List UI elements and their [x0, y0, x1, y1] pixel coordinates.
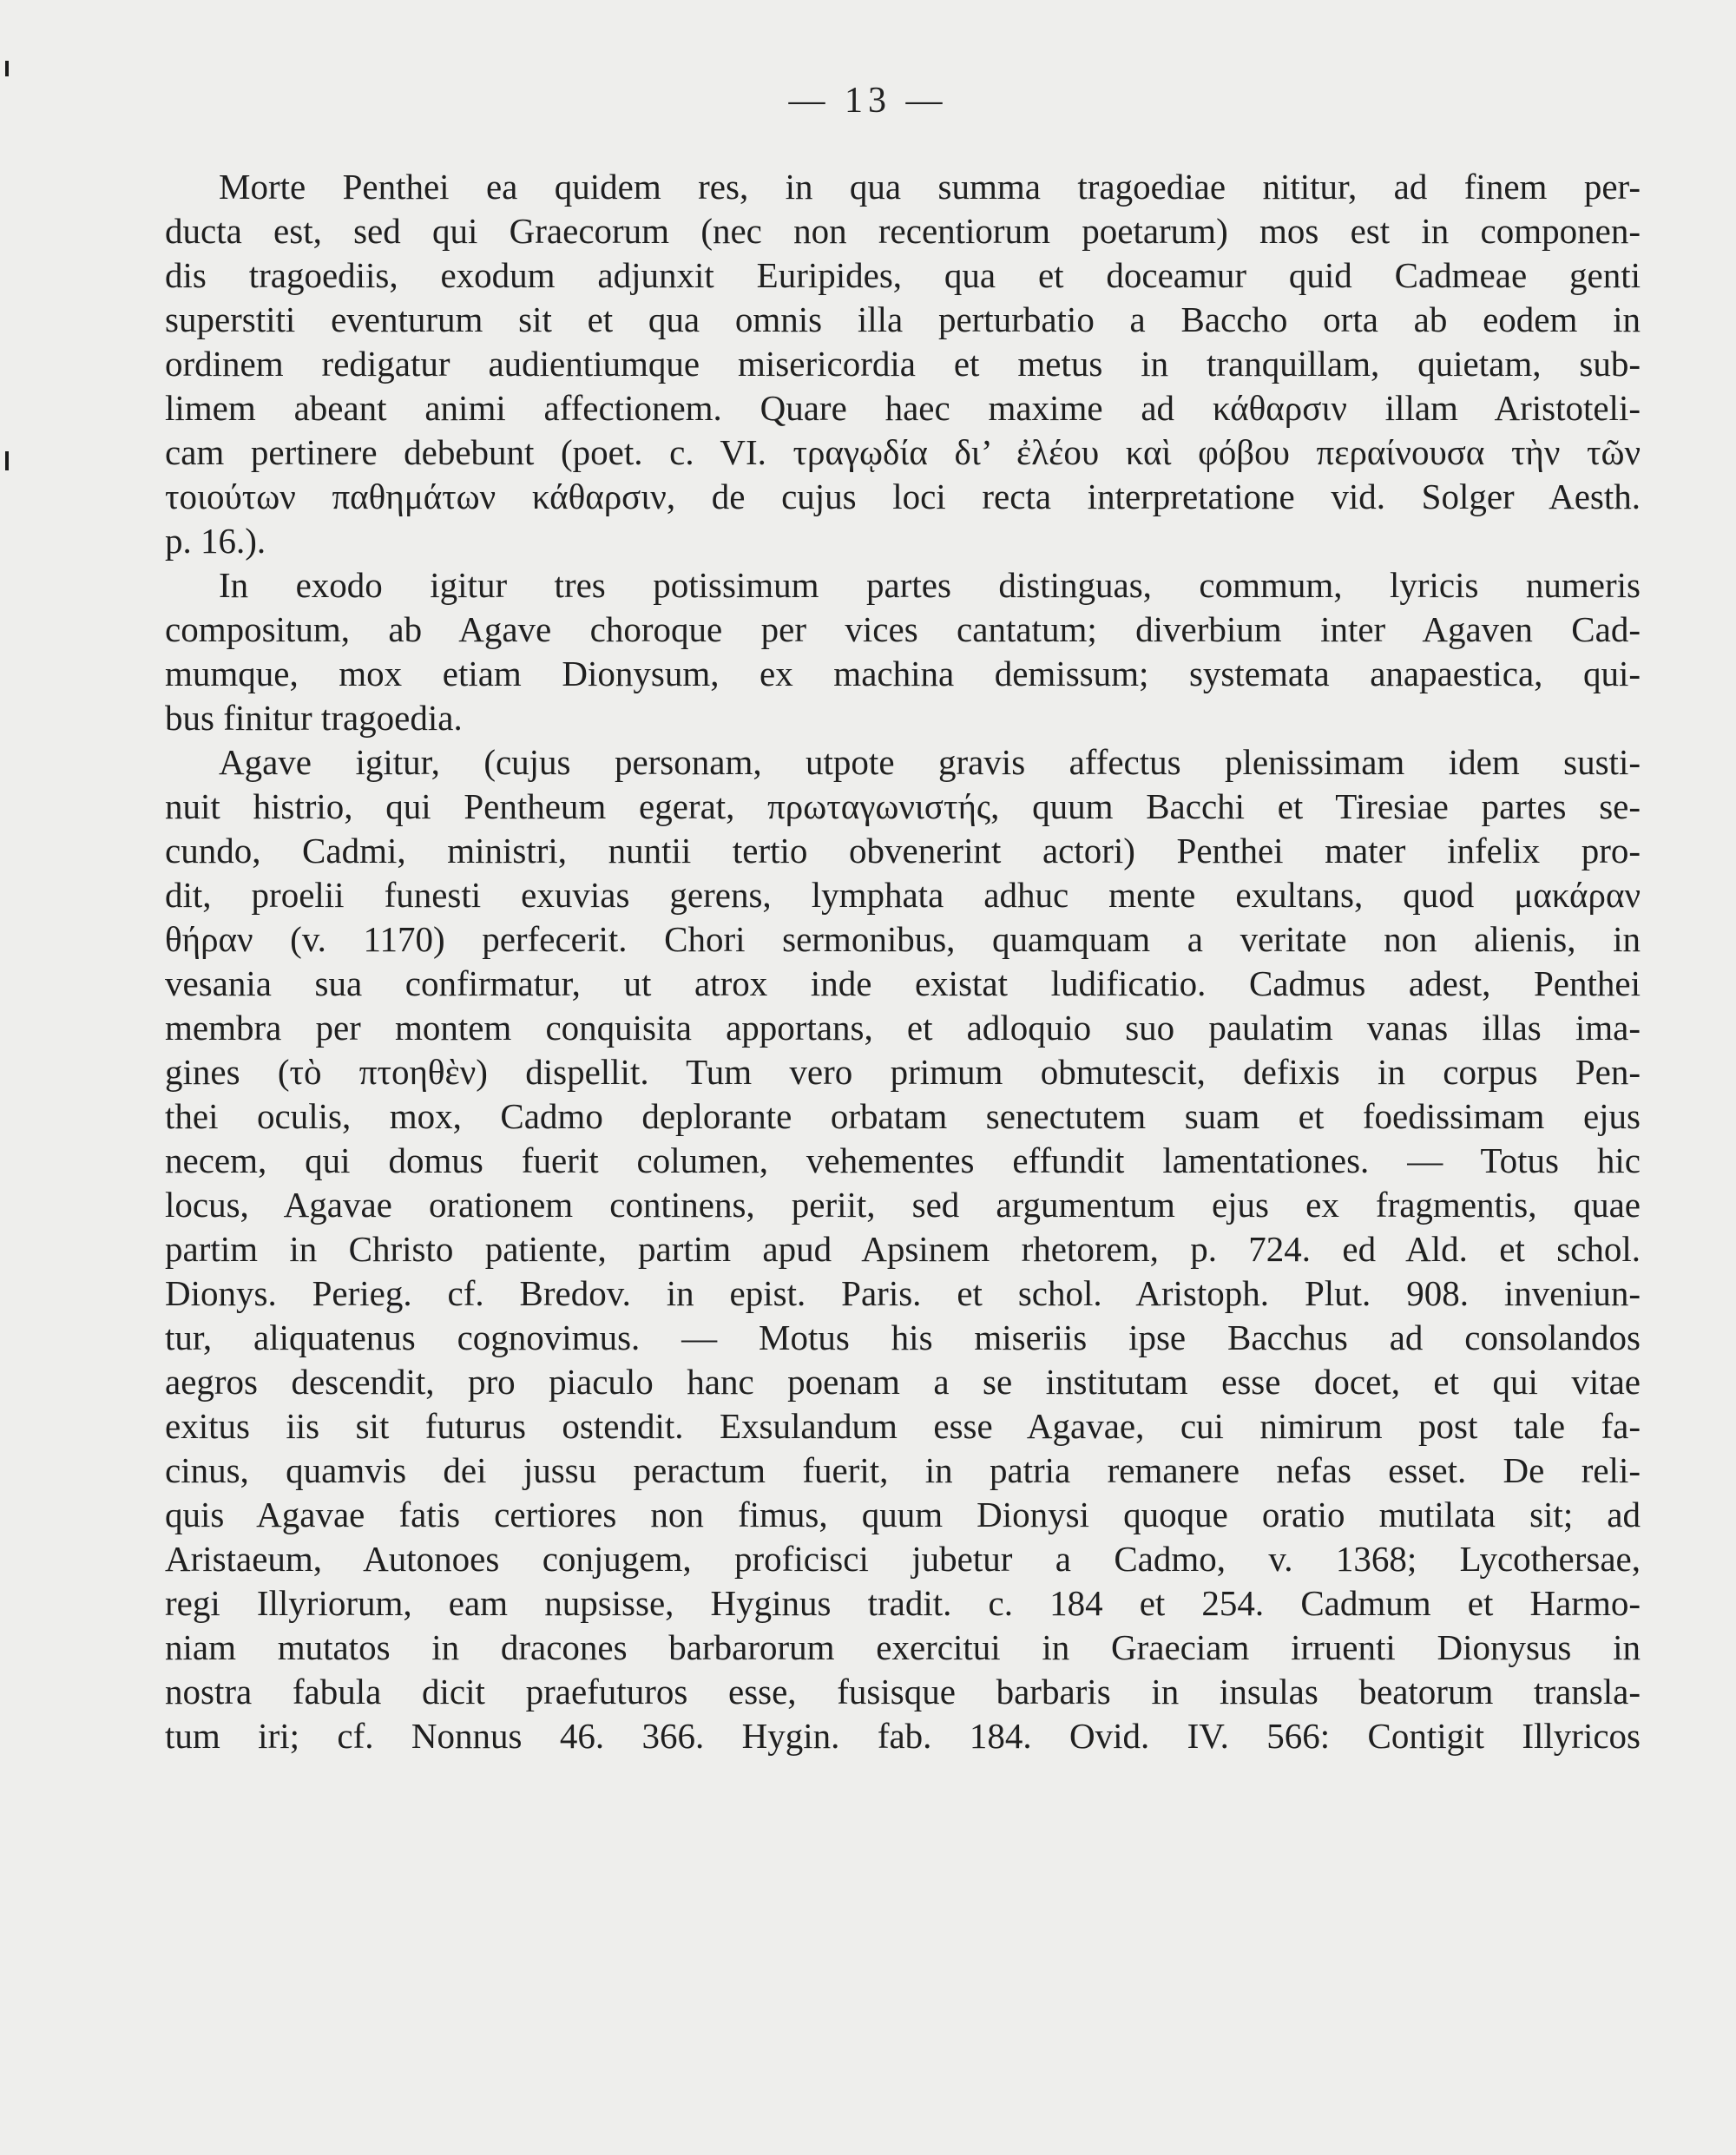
- text-line: ordinem redigatur audientiumque misericordia et metus in tranquillam, quietam, sub-: [165, 344, 1641, 384]
- text-line: θήραν (v. 1170) perfecerit. Chori sermonibus, quamquam a veritate non alienis, in: [165, 919, 1641, 959]
- text-line: Dionys. Perieg. cf. Bredov. in epist. Paris. et schol. Aristoph. Plut. 908. inveniun-: [165, 1273, 1641, 1313]
- text-line: nuit histrio, qui Pentheum egerat, πρωταγωνιστής, quum Bacchi et Tiresiae partes se-: [165, 786, 1641, 826]
- text-line: In exodo igitur tres potissimum partes distinguas, commum, lyricis numeris: [219, 565, 1641, 605]
- text-line: aegros descendit, pro piaculo hanc poenam a se institutam esse docet, et qui vitae: [165, 1362, 1641, 1402]
- page-number: — 13 —: [788, 81, 948, 121]
- text-line: locus, Agavae orationem continens, periit, sed argumentum ejus ex fragmentis, quae: [165, 1185, 1641, 1225]
- text-line: membra per montem conquisita apportans, et adloquio suo paulatim vanas illas ima-: [165, 1008, 1641, 1048]
- scan-edge-mark: [5, 61, 9, 76]
- text-line: partim in Christo patiente, partim apud Apsinem rhetorem, p. 724. ed Ald. et schol.: [165, 1229, 1641, 1269]
- text-line: bus finitur tragoedia.: [165, 698, 463, 738]
- body-text: [165, 165, 1641, 1758]
- text-line: τοιούτων παθημάτων κάθαρσιν, de cujus loci recta interpretatione vid. Solger Aesth.: [165, 476, 1641, 516]
- text-line: Aristaeum, Autonoes conjugem, proficisci jubetur a Cadmo, v. 1368; Lycothersae,: [165, 1539, 1641, 1579]
- text-line: quis Agavae fatis certiores non fimus, quum Dionysi quoque oratio mutilata sit; ad: [165, 1495, 1641, 1534]
- text-line: exitus iis sit futurus ostendit. Exsulandum esse Agavae, cui nimirum post tale fa-: [165, 1406, 1641, 1446]
- text-line: niam mutatos in dracones barbarorum exercitui in Graeciam irruenti Dionysus in: [165, 1627, 1641, 1667]
- text-line: necem, qui domus fuerit columen, vehementes effundit lamentationes. — Totus hic: [165, 1140, 1641, 1180]
- text-line: cam pertinere debebunt (poet. c. VI. τραγῳδία δι’ ἐλέου καὶ φόβου περαίνουσα τὴν τῶν: [165, 432, 1641, 472]
- text-line: cundo, Cadmi, ministri, nuntii tertio obvenerint actori) Penthei mater infelix pro-: [165, 831, 1641, 871]
- text-line: mumque, mox etiam Dionysum, ex machina demissum; systemata anapaestica, qui-: [165, 654, 1641, 693]
- text-line: compositum, ab Agave choroque per vices cantatum; diverbium inter Agaven Cad-: [165, 609, 1641, 649]
- text-line: gines (τὸ πτοηθὲν) dispellit. Tum vero primum obmutescit, defixis in corpus Pen-: [165, 1052, 1641, 1092]
- text-line: thei oculis, mox, Cadmo deplorante orbatam senectutem suam et foedissimam ejus: [165, 1096, 1641, 1136]
- text-line: cinus, quamvis dei jussu peractum fuerit, in patria remanere nefas esset. De reli-: [165, 1450, 1641, 1490]
- text-line: p. 16.).: [165, 521, 266, 561]
- scan-edge-mark: [5, 451, 9, 470]
- text-line: dis tragoediis, exodum adjunxit Euripides, qua et doceamur quid Cadmeae genti: [165, 255, 1641, 295]
- text-line: vesania sua confirmatur, ut atrox inde existat ludificatio. Cadmus adest, Penthei: [165, 963, 1641, 1003]
- text-line: superstiti eventurum sit et qua omnis illa perturbatio a Baccho orta ab eodem in: [165, 299, 1641, 339]
- text-line: regi Illyriorum, eam nupsisse, Hyginus tradit. c. 184 et 254. Cadmum et Harmo-: [165, 1583, 1641, 1623]
- text-line: nostra fabula dicit praefuturos esse, fusisque barbaris in insulas beatorum transla-: [165, 1672, 1641, 1712]
- text-line: ducta est, sed qui Graecorum (nec non recentiorum poetarum) mos est in componen-: [165, 211, 1641, 251]
- text-line: limem abeant animi affectionem. Quare haec maxime ad κάθαρσιν illam Aristoteli-: [165, 388, 1641, 428]
- text-line: dit, proelii funesti exuvias gerens, lymphata adhuc mente exultans, quod μακάραν: [165, 875, 1641, 915]
- text-line: Morte Penthei ea quidem res, in qua summa tragoediae nititur, ad finem per-: [219, 167, 1641, 207]
- text-line: Agave igitur, (cujus personam, utpote gravis affectus plenissimam idem susti-: [219, 742, 1641, 782]
- text-line: tur, aliquatenus cognovimus. — Motus his miseriis ipse Bacchus ad consolandos: [165, 1317, 1641, 1357]
- text-line: tum iri; cf. Nonnus 46. 366. Hygin. fab. 184. Ovid. IV. 566: Contigit Illyricos: [165, 1716, 1641, 1756]
